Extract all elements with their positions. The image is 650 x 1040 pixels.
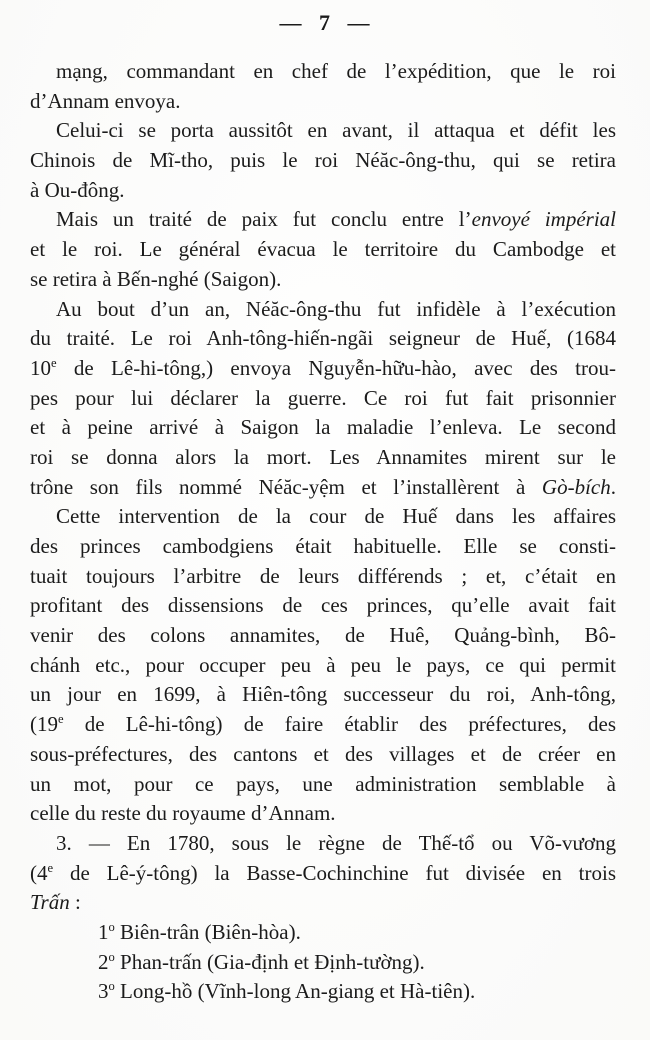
text-segment: un mot, pour ce pays, une administration semblable à [30, 771, 616, 796]
text-segment: (19 [30, 712, 58, 737]
text-segment: chánh etc., pour occuper peu à peu le pays, ce qui permit [30, 652, 616, 677]
text-line [30, 770, 616, 800]
italic-text: Gò-bích [541, 474, 611, 499]
text-line [30, 205, 616, 235]
text-line [30, 651, 616, 681]
text-line [30, 473, 616, 503]
text-segment: trône son fils nommé Néăc-yệm et l’installèrent à [30, 474, 542, 499]
text-line [30, 621, 616, 651]
text-segment: se retira à Bến-nghé (Saigon). [30, 266, 282, 291]
text-line [30, 324, 616, 354]
text-line [30, 57, 616, 87]
text-segment: Biên-trân (Biên-hòa). [114, 919, 301, 944]
text-line [30, 829, 616, 859]
text-line [30, 680, 616, 710]
text-segment: 3 [98, 979, 109, 1004]
text-segment: un jour en 1699, à Hiên-tông successeur du roi, Anh-tông, [30, 682, 616, 707]
text-line [30, 562, 616, 592]
text-segment: d’Annam envoya. [30, 88, 181, 113]
text-line [30, 740, 616, 770]
text-segment: Phan-trấn (Gia-định et Định-tường). [114, 949, 425, 974]
text-segment: Mais un traité de paix fut conclu entre l’ [56, 207, 472, 232]
text-line [30, 235, 616, 265]
list-item-line [30, 977, 616, 1007]
paragraph [30, 116, 616, 205]
paragraph [30, 502, 616, 829]
text-segment: de Lê-ý-tông) la Basse-Cochinchine fut divisée en trois [53, 860, 616, 885]
superscript: o [108, 949, 115, 964]
text-segment: Long-hồ (Vĩnh-long An-giang et Hà-tiên). [114, 979, 476, 1004]
text-segment: et le roi. Le général évacua le territoire du Cambodge et [30, 237, 616, 262]
text-line [30, 859, 616, 889]
text-segment: profitant des dissensions de ces princes, qu’elle avait fait [30, 593, 616, 618]
text-segment: Celui-ci se porta aussitôt en avant, il attaqua et défit les [56, 118, 616, 143]
paragraph [30, 205, 616, 294]
text-segment: . [610, 474, 616, 499]
text-segment: pes pour lui déclarer la guerre. Ce roi fut fait prisonnier [30, 385, 616, 410]
italic-text: Trấn [30, 890, 70, 915]
text-segment: roi se donna alors la mort. Les Annamites mirent sur le [30, 444, 616, 469]
text-line [30, 502, 616, 532]
text-segment: Cette intervention de la cour de Huế dans les affaires [56, 504, 616, 529]
text-line [30, 146, 616, 176]
paragraph [30, 295, 616, 503]
superscript: e [51, 355, 57, 370]
list-item-line [30, 918, 616, 948]
text-block [30, 57, 616, 1007]
text-segment: venir des colons annamites, de Huê, Quảng-bình, Bô- [30, 623, 616, 648]
text-segment: de Lê-hi-tông,) envoya Nguyễn-hữu-hào, avec des trou- [56, 355, 616, 380]
text-line [30, 116, 616, 146]
superscript: e [47, 860, 54, 875]
text-line [30, 443, 616, 473]
text-line [30, 87, 616, 117]
text-segment: 10 [30, 355, 51, 380]
text-line [30, 384, 616, 414]
text-line [30, 354, 616, 384]
text-line [30, 532, 616, 562]
italic-text: envoyé impérial [471, 207, 616, 232]
text-line [30, 888, 616, 918]
text-line [30, 591, 616, 621]
superscript: e [58, 712, 64, 727]
superscript: o [108, 919, 115, 934]
text-line [30, 176, 616, 206]
text-line [30, 295, 616, 325]
text-segment: Chinois de Mĩ-tho, puis le roi Néăc-ông-thu, qui se retira [30, 148, 616, 173]
text-segment: et à peine arrivé à Saigon la maladie l’enleva. Le second [30, 415, 616, 440]
paragraph [30, 57, 616, 116]
text-segment: 1 [98, 919, 109, 944]
text-line [30, 799, 616, 829]
tran-list [30, 918, 616, 1007]
text-segment: à Ou-đông. [30, 177, 125, 202]
text-line [30, 413, 616, 443]
text-segment: (4 [30, 860, 48, 885]
page-header [0, 10, 650, 36]
text-segment: sous-préfectures, des cantons et des villages et de créer en [30, 741, 616, 766]
text-segment: 2 [98, 949, 109, 974]
text-line [30, 710, 616, 740]
text-segment: : [69, 890, 81, 915]
text-segment: celle du reste du royaume d’Annam. [30, 801, 336, 826]
text-segment: mạng, commandant en chef de l’expédition, que le roi [56, 59, 616, 83]
list-item-line [30, 948, 616, 978]
text-segment: des princes cambodgiens était habituelle. Elle se consti- [30, 534, 616, 558]
page-number: — 7 — [279, 10, 371, 35]
superscript: o [108, 979, 115, 994]
text-segment: tuait toujours l’arbitre de leurs différends ; et, c’était en [30, 563, 616, 588]
text-segment: Au bout d’un an, Néăc-ông-thu fut infidèle à l’exécution [56, 296, 616, 321]
text-segment: de Lê-hi-tông) de faire établir des préfectures, des [63, 712, 616, 737]
text-segment: du traité. Le roi Anh-tông-hiến-ngãi seigneur de Huế, (1684 [30, 326, 616, 351]
paragraph [30, 829, 616, 918]
text-segment: 3. — En 1780, sous le règne de Thế-tổ ou Võ-vương [56, 830, 616, 855]
text-line [30, 265, 616, 295]
